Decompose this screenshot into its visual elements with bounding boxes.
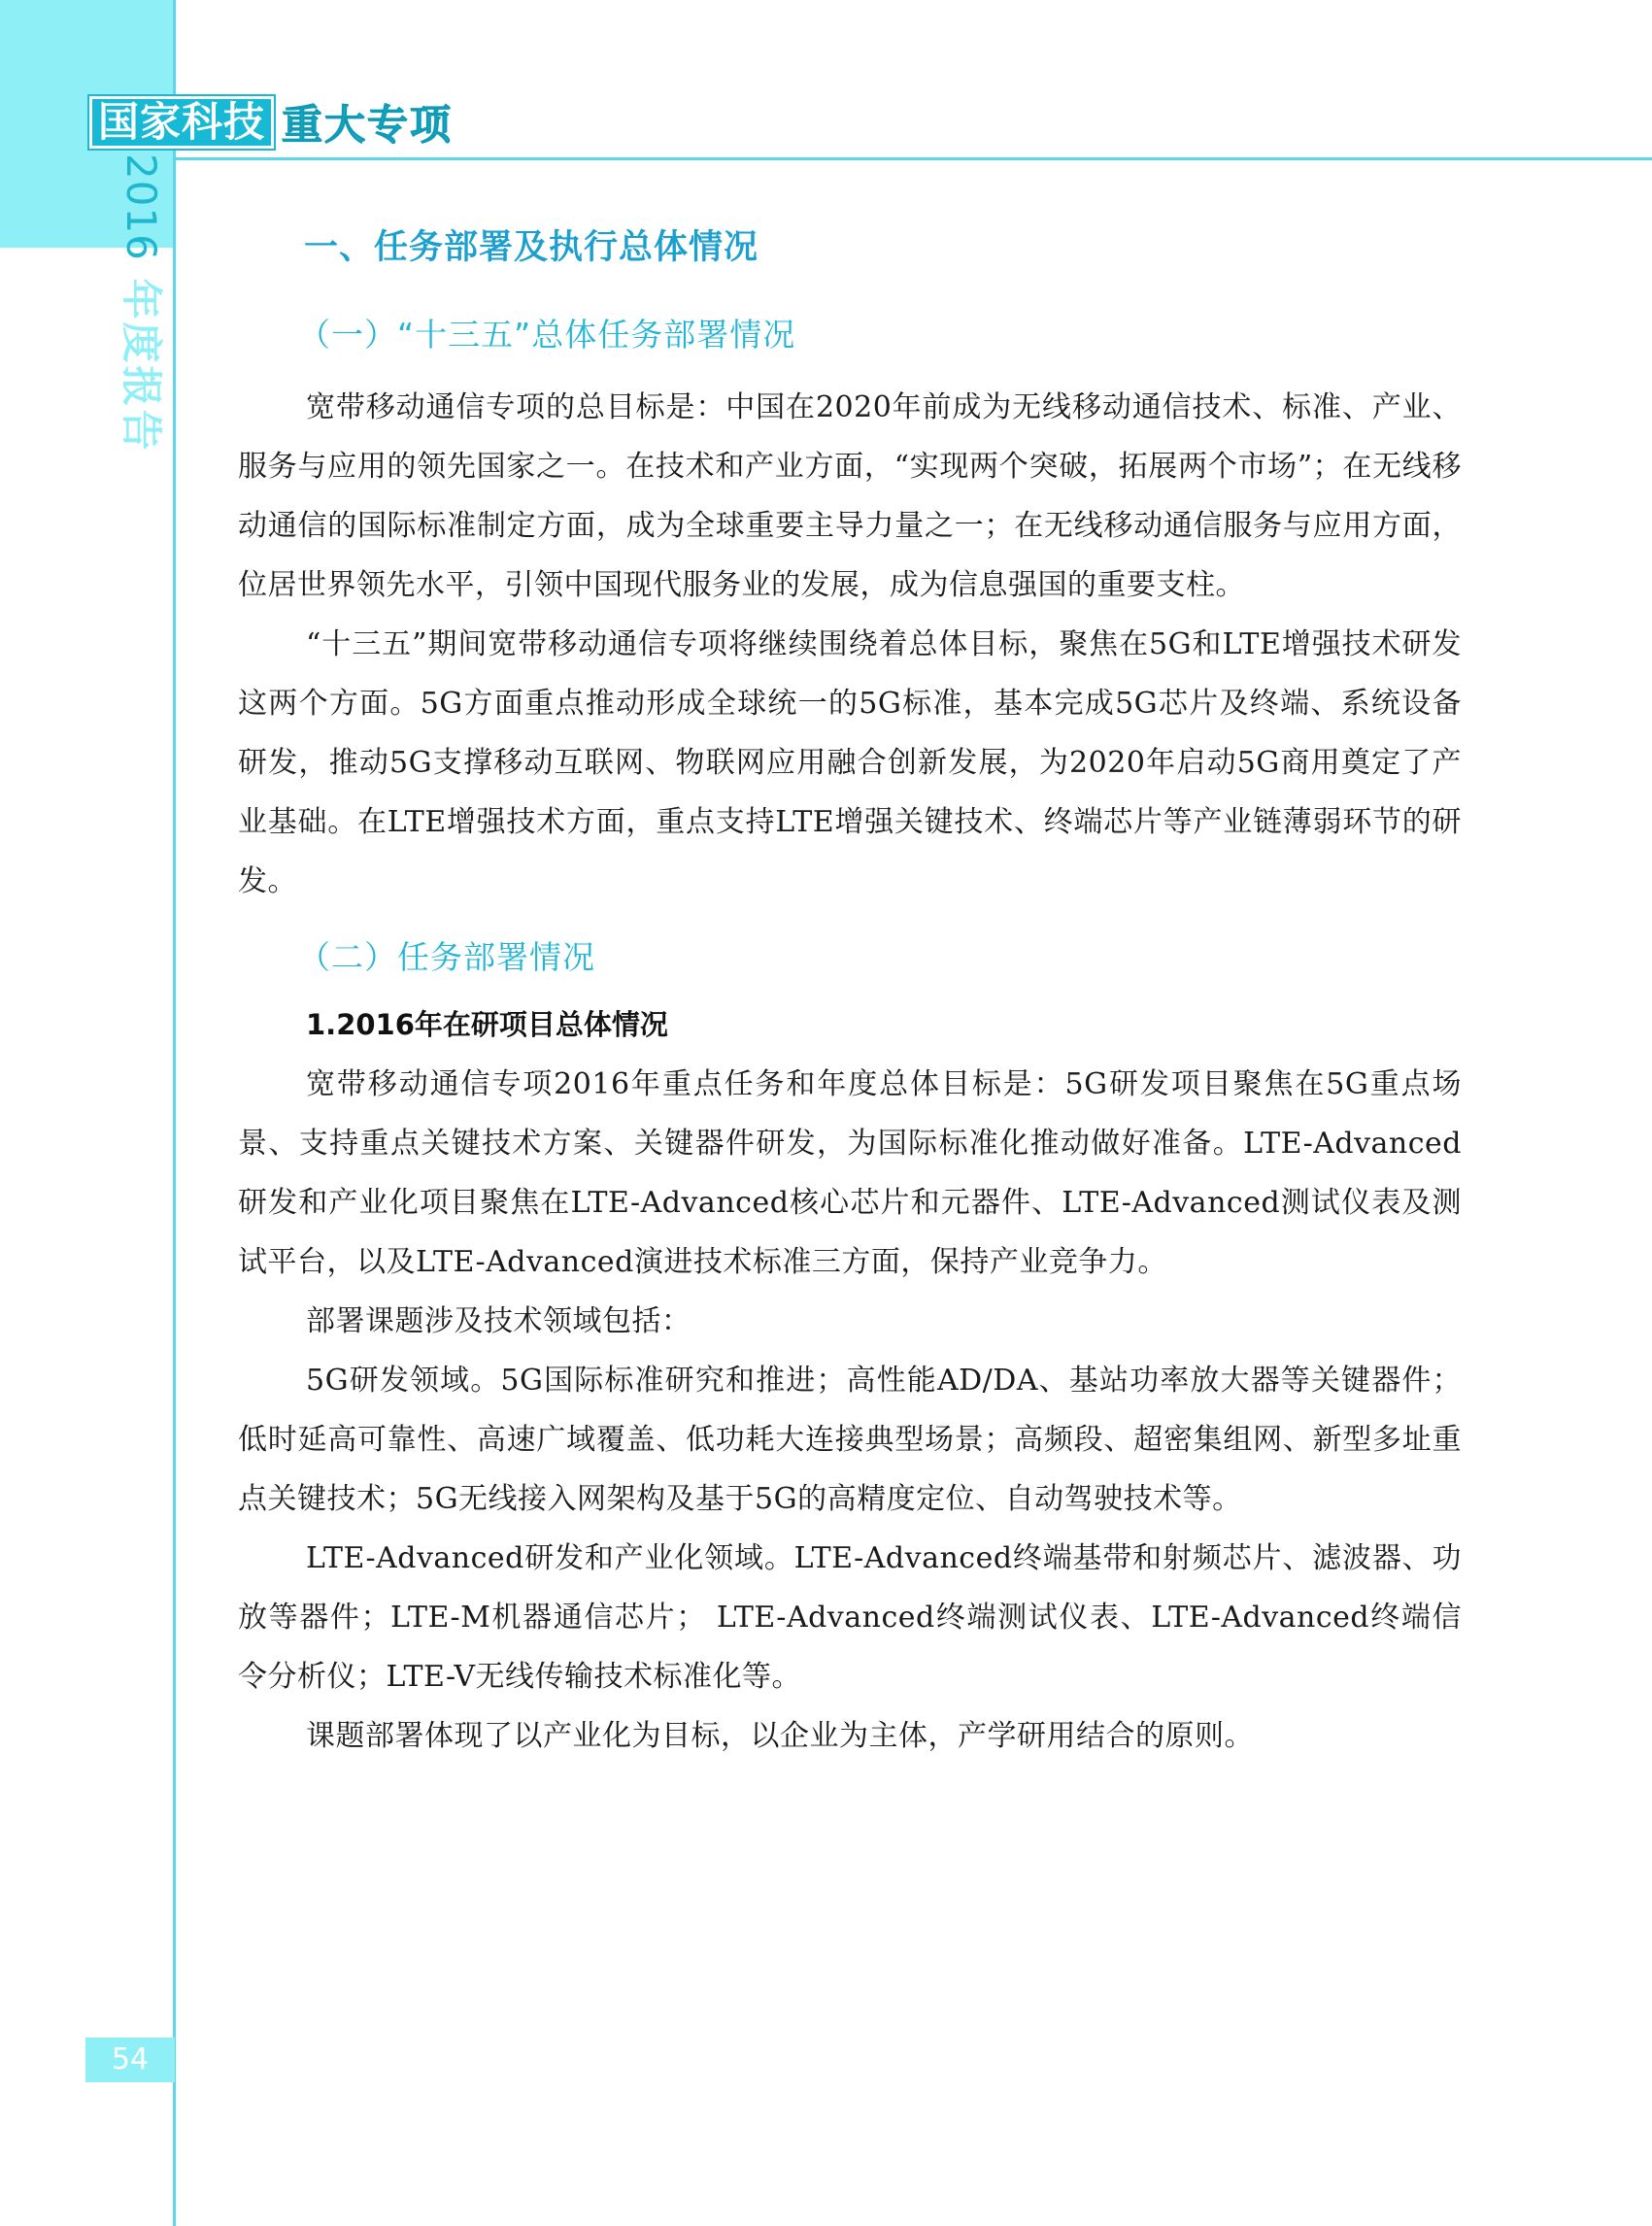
paragraph-2: “十三五”期间宽带移动通信专项将继续围绕着总体目标，聚焦在5G和LTE增强技术研发这两个方面。5G方面重点推动形成全球统一的5G标准，基本完成5G芯片及终端、系统设备研发，推动5G支撑移动互联网、物联网应用融合创新发展，为2020年启动5G商用奠定了产业基础。在LTE增强技术方面，重点支持LTE增强关键技术、终端芯片等产业链薄弱环节的研发。 — [238, 627, 1462, 898]
paragraph-3: 宽带移动通信专项2016年重点任务和年度总体目标是：5G研发项目聚焦在5G重点场景、支持重点关键技术方案、关键器件研发，为国际标准化推动做好准备。LTE-Advanced研发和产业化项目聚焦在LTE-Advanced核心芯片和元器件、LTE-Advanced测试仪表及测试平台，以及LTE-Advanced演进技术标准三方面，保持产业竞争力。 — [238, 1067, 1462, 1279]
side-report-title — [115, 153, 173, 454]
side-year: 2016 — [118, 153, 165, 261]
item-heading: 1.2016年在研项目总体情况 — [306, 1008, 668, 1041]
header-rule — [175, 157, 1652, 160]
header-brand — [89, 95, 453, 150]
paragraph-4: 部署课题涉及技术领域包括： — [306, 1304, 691, 1338]
section-heading: 一、任务部署及执行总体情况 — [304, 228, 759, 267]
page-number: 54 — [85, 2038, 175, 2082]
subsection-heading-1: （一）“十三五”总体任务部署情况 — [298, 316, 796, 354]
brand-boxed-text: 国家科技 — [89, 96, 274, 149]
subsection-heading-2: （二）任务部署情况 — [298, 938, 595, 976]
paragraph-7: 课题部署体现了以产业化为目标，以企业为主体，产学研用结合的原则。 — [306, 1719, 1254, 1753]
paragraph-5: 5G研发领域。5G国际标准研究和推进；高性能AD/DA、基站功率放大器等关键器件；低时延高可靠性、高速广域覆盖、低功耗大连接典型场景；高频段、超密集组网、新型多址重点关键技术；5G无线接入网架构及基于5G的高精度定位、自动驾驶技术等。 — [238, 1364, 1462, 1516]
paragraph-6: LTE-Advanced研发和产业化领域。LTE-Advanced终端基带和射频芯片、滤波器、功放等器件；LTE-M机器通信芯片； LTE-Advanced终端测试仪表、LTE-Advanced终端信令分析仪；LTE-V无线传输技术标准化等。 — [238, 1541, 1462, 1694]
brand-plain-text: 重大专项 — [282, 101, 454, 149]
margin-rule — [173, 0, 176, 2226]
paragraph-1: 宽带移动通信专项的总目标是：中国在2020年前成为无线移动通信技术、标准、产业、服务与应用的领先国家之一。在技术和产业方面，“实现两个突破，拓展两个市场”；在无线移动通信的国际标准制定方面，成为全球重要主导力量之一；在无线移动通信服务与应用方面，位居世界领先水平，引领中国现代服务业的发展，成为信息强国的重要支柱。 — [238, 390, 1462, 602]
main-content — [238, 219, 1462, 1766]
side-title: 年度报告 — [118, 278, 165, 454]
